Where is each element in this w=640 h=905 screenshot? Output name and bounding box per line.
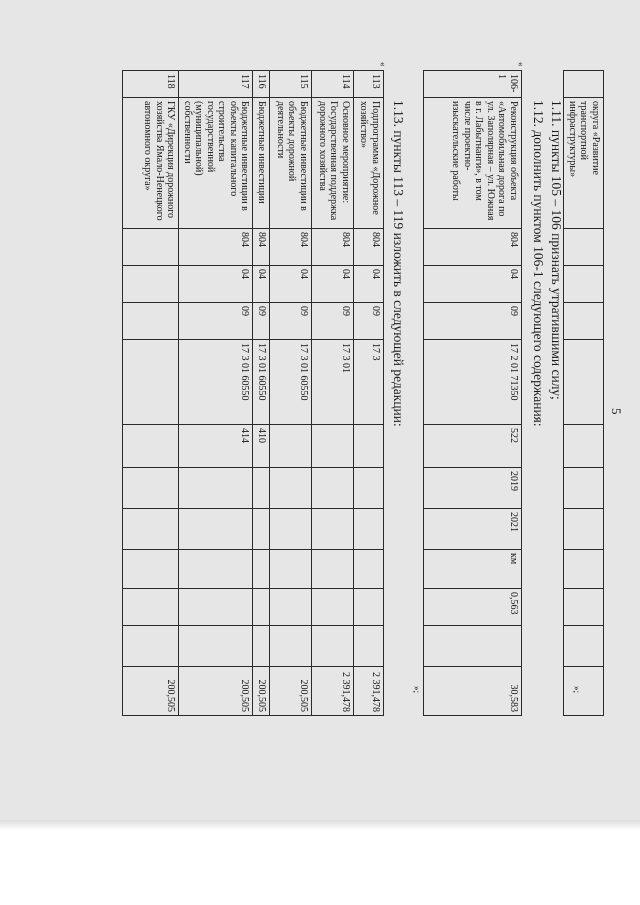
opening-quote-mark: «	[378, 62, 388, 67]
table-cell-type: 522	[424, 425, 522, 468]
table-cell-number: 116	[253, 71, 270, 98]
table-cell-type	[312, 425, 354, 468]
table-cell	[564, 229, 604, 266]
table-item-106-1	[423, 70, 522, 716]
table-cell	[564, 667, 604, 716]
table-cell	[564, 468, 604, 509]
table-cell	[253, 550, 270, 589]
table-cell: 804	[424, 229, 522, 266]
table-cell	[179, 626, 253, 667]
table-cell: 804	[270, 229, 312, 266]
table-cell	[564, 425, 604, 468]
table-cell-year-end: 2021	[424, 509, 522, 550]
table-cell-name: Бюджетные инвестиции в объекты дорожной деятельности	[270, 98, 312, 229]
table-cell: 804	[312, 229, 354, 266]
table-cell-code: 17 3 01 60550	[253, 340, 270, 425]
table-cell-code: 17 3 01	[312, 340, 354, 425]
table-cell-sum: 200,505	[253, 667, 270, 716]
table-cell: 04	[424, 266, 522, 303]
table-cell-sum: 2 391,478	[354, 667, 384, 716]
table-cell-type	[270, 425, 312, 468]
table-cell-code: 17 3 01 60550	[179, 340, 253, 425]
table-cell-name: Бюджетные инвестиции	[253, 98, 270, 229]
table-cell-code: 17 3	[354, 340, 384, 425]
table-cell	[564, 303, 604, 340]
table-cell-name: округа «Развитие транспортной инфраструктуры»	[564, 98, 604, 229]
table-cell: 804	[179, 229, 253, 266]
table-cell-name: Бюджетные инвестиции в объекты капитального строительства государственной (муниципальной) собственности	[179, 98, 253, 229]
table-cell	[354, 626, 384, 667]
table-row	[424, 71, 522, 716]
table-cell: 804	[253, 229, 270, 266]
table-continuation	[564, 70, 605, 716]
table-cell	[253, 468, 270, 509]
table-cell	[312, 589, 354, 626]
rotated-document-page	[34, 20, 634, 800]
table-cell-sum: 30,583	[424, 667, 522, 716]
table-row	[312, 71, 354, 716]
table-cell-code: 17 2 01 71350	[424, 340, 522, 425]
page-number: 5	[609, 408, 624, 415]
table-cell	[354, 589, 384, 626]
table-cell-sum: 2 391,478	[312, 667, 354, 716]
table-cell	[123, 509, 179, 550]
table-items-113-118	[123, 70, 385, 716]
table-cell	[123, 229, 179, 266]
table-cell-sum: 200,505	[179, 667, 253, 716]
table-cell-number: 117	[179, 71, 253, 98]
page-edge-shadow	[0, 820, 640, 830]
table-cell-name: Основное мероприятие: Государственная поддержка дорожного хозяйства	[312, 98, 354, 229]
table-cell	[564, 266, 604, 303]
table-cell	[270, 626, 312, 667]
table-cell: 04	[354, 266, 384, 303]
table-cell	[354, 550, 384, 589]
table-cell-type	[123, 425, 179, 468]
table-cell	[564, 589, 604, 626]
table-row	[354, 71, 384, 716]
table-cell	[424, 626, 522, 667]
table-cell-type: 410	[253, 425, 270, 468]
table-cell: 04	[270, 266, 312, 303]
table-cell-sum: 200,505	[123, 667, 179, 716]
table-cell-number: 106-1	[424, 71, 522, 98]
table-cell	[253, 509, 270, 550]
table-cell-name: Реконструкция объекта «Автомобильная дорога по ул. Заполярная – ул. Южная в г. Лабытнанги», в том числе проектно-изыскательские работы	[424, 98, 522, 229]
table-cell	[253, 589, 270, 626]
table-cell: 04	[312, 266, 354, 303]
table-row	[564, 71, 604, 716]
paragraph-1-13: 1.13. пункты 113 – 119 изложить в следующей редакции:	[391, 100, 406, 427]
table-row	[253, 71, 270, 716]
table-cell	[123, 266, 179, 303]
table-row	[179, 71, 253, 716]
table-cell	[564, 509, 604, 550]
table-cell	[354, 509, 384, 550]
table-cell: 09	[354, 303, 384, 340]
table-cell-number: 115	[270, 71, 312, 98]
paragraph-1-11: 1.11. пункты 105 – 106 признать утратившими силу;	[549, 100, 564, 400]
closing-quote-mark: »;	[412, 686, 422, 694]
table-cell	[564, 626, 604, 667]
table-cell	[179, 589, 253, 626]
table-cell-type: 414	[179, 425, 253, 468]
table-row	[123, 71, 179, 716]
table-cell-type	[354, 425, 384, 468]
table-cell-unit: км	[424, 550, 522, 589]
table-cell	[564, 71, 604, 98]
table-cell	[179, 468, 253, 509]
table-cell-name: Подпрограмма «Дорожное хозяйство»	[354, 98, 384, 229]
table-cell	[270, 509, 312, 550]
closing-quote-mark: »;	[572, 686, 582, 694]
table-cell-code: 17 3 01 60550	[270, 340, 312, 425]
table-cell	[312, 468, 354, 509]
table-cell: 804	[354, 229, 384, 266]
table-cell	[123, 303, 179, 340]
table-cell-year-start: 2019	[424, 468, 522, 509]
table-cell-code	[123, 340, 179, 425]
table-cell	[312, 626, 354, 667]
table-cell: 09	[270, 303, 312, 340]
table-cell	[123, 468, 179, 509]
table-cell: 09	[253, 303, 270, 340]
table-cell-number: 118	[123, 71, 179, 98]
table-cell-number: 113	[354, 71, 384, 98]
table-cell: 09	[312, 303, 354, 340]
table-cell: 04	[179, 266, 253, 303]
table-cell	[253, 626, 270, 667]
table-cell	[354, 468, 384, 509]
table-cell	[123, 626, 179, 667]
table-cell-number: 114	[312, 71, 354, 98]
table-cell-name: ГКУ «Дирекция дорожного хозяйства Ямало-Ненецкого автономного округа»	[123, 98, 179, 229]
table-row	[270, 71, 312, 716]
table-cell-quantity: 0,563	[424, 589, 522, 626]
table-cell: 09	[179, 303, 253, 340]
table-cell: 09	[424, 303, 522, 340]
table-cell	[564, 340, 604, 425]
table-cell	[270, 550, 312, 589]
opening-quote-mark: «	[516, 62, 526, 67]
table-cell	[564, 550, 604, 589]
table-cell	[270, 468, 312, 509]
table-cell	[312, 509, 354, 550]
paragraph-1-12: 1.12. дополнить пунктом 106-1 следующего содержания:	[531, 100, 546, 427]
table-cell	[179, 509, 253, 550]
table-cell	[123, 550, 179, 589]
table-cell-sum: 200,505	[270, 667, 312, 716]
table-cell	[179, 550, 253, 589]
table-cell	[123, 589, 179, 626]
table-cell: 04	[253, 266, 270, 303]
table-cell	[312, 550, 354, 589]
table-cell	[270, 589, 312, 626]
